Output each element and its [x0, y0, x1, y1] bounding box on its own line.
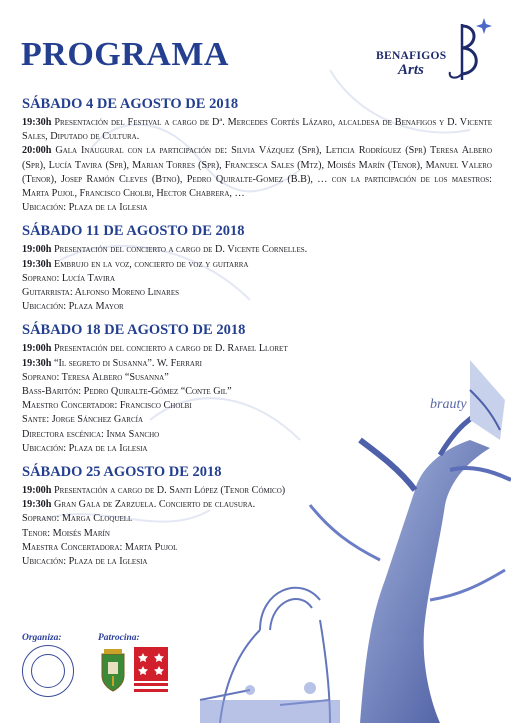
location-line: Ubicación: Plaza de la Iglesia [22, 556, 148, 568]
diputacion-castellon-logo-icon [134, 647, 168, 695]
performer-line: Guitarrista: Alfonso Moreno Linares [22, 287, 180, 299]
performer-line: Soprano: Marga Cloquell [22, 513, 133, 525]
page-title: PROGRAMA [21, 36, 229, 73]
program-schedule [22, 96, 492, 577]
logo-text-benafigos: BENAFIGOS [376, 50, 447, 62]
schedule-line: 19:30h “Il segreto di Susanna”. W. Ferrari [22, 357, 202, 369]
performer-line: Bass-Baritón: Pedro Quiralte-Gómez “Conte Gil” [22, 386, 232, 398]
event-date: SÁBADO 25 AGOSTO DE 2018 [22, 464, 222, 481]
event-date: SÁBADO 4 DE AGOSTO DE 2018 [22, 96, 239, 112]
performer-line: Directora escénica: Inma Sancho [22, 428, 160, 440]
location-line: Ubicación: Plaza Mayor [22, 301, 124, 313]
benafigos-arts-logo [376, 16, 496, 86]
patrocina-label: Patrocina: [98, 633, 140, 643]
schedule-line: 19:30h Gran Gala de Zarzuela. Concierto de clausura. [22, 499, 256, 511]
location-line: Ubicación: Plaza de la Iglesia [22, 202, 148, 214]
event-date: SÁBADO 18 DE AGOSTO DE 2018 [22, 322, 246, 339]
schedule-line: 19:00h Presentación del concierto a cargo de D. Vicente Cornelles. [22, 244, 308, 256]
town-coat-of-arms-icon [98, 648, 128, 693]
organizer-seal-icon [22, 645, 74, 697]
performer-line: Soprano: Lucía Tavira [22, 272, 116, 284]
svg-text:brauty: brauty [430, 397, 467, 412]
performer-line: Soprano: Teresa Albero “Susanna” [22, 371, 169, 383]
logo-text-arts: Arts [398, 62, 424, 78]
performer-line: Maestra Concertadora: Marta Pujol [22, 541, 178, 553]
performer-line: Tenor: Moisés Marín [22, 527, 110, 539]
event-section [22, 322, 492, 456]
organiza-label: Organiza: [22, 633, 62, 643]
schedule-line: 19:00h Presentación del concierto a cargo de D. Rafael Lloret [22, 343, 288, 355]
performer-line: Maestro Concertador: Francisco Cholbi [22, 400, 192, 412]
schedule-line: 19:30h Presentación del Festival a cargo de Dª. Mercedes Cortés Lázaro, alcaldesa de Benafigos y D. Vicente Sales, Diputado de Cultura. [22, 117, 492, 143]
schedule-line: 19:00h Presentación a cargo de D. Santi López (Tenor Cómico) [22, 485, 286, 497]
location-line: Ubicación: Plaza de la Iglesia [22, 442, 148, 454]
performer-line: Sante: Jorge Sánchez García [22, 414, 144, 426]
schedule-line: 20:00h Gala Inaugural con la participación de: Silvia Vázquez (Spr), Leticia Rodríguez (Spr) Teresa Albero (Spr), Lucía Tavira (Spr), Marian Torres (Spr), Francesca Sales (Mtz), Moisés Marín (Tenor), Manuel Valero (Tenor), Josep Ramón Cleves (Btno), Pedro Quiralte-Gomez (B.B), … con la participación de los maestros: Marta Pujol, Francisco Cholbi, Hector Chabrera, … [22, 145, 492, 200]
event-section [22, 223, 492, 314]
event-section [22, 96, 492, 215]
schedule-line: 19:30h Embrujo en la voz, concierto de voz y guitarra [22, 258, 249, 270]
event-date: SÁBADO 11 DE AGOSTO DE 2018 [22, 223, 245, 240]
event-section [22, 464, 492, 569]
